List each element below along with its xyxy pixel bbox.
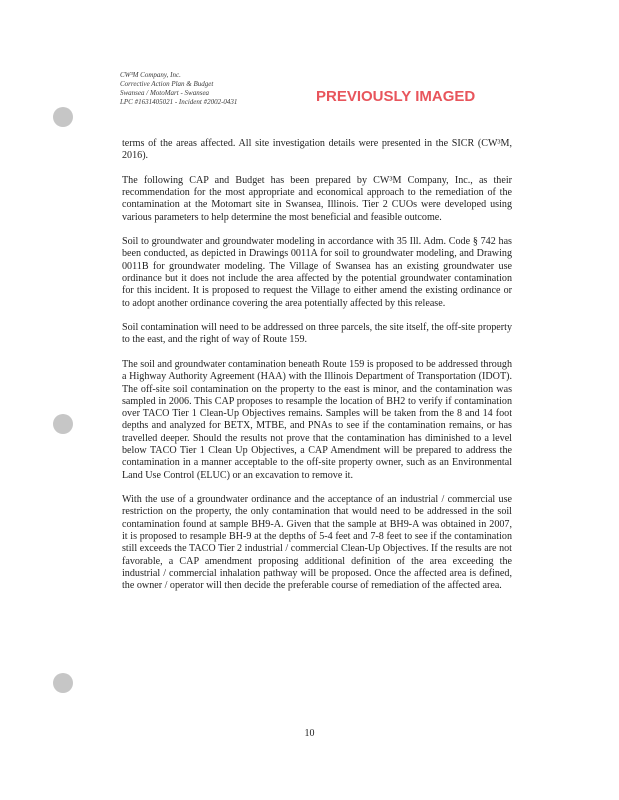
header-incident: LPC #1631405021 - Incident #2002-0431 bbox=[120, 98, 238, 106]
document-header bbox=[120, 71, 237, 107]
paragraph-6: With the use of a groundwater ordinance and the acceptance of an industrial / commercial use restriction on the property, the only contamination that would need to be addressed in the soil contamination found at sample BH9-A. Given that the sample at BH9-A was obtained in 2007, it is proposed to resample BH-9 at the depths of 5-4 feet and 7-8 feet to see if the contamination still exceeds the TACO Tier 2 industrial / commercial Clean-Up Objectives. If the results are not favorable, a CAP amendment proposing additional definition of the area exceeding the industrial / commercial inhalation pathway will be proposed. Once the affected area is defined, the owner / operator will then decide the preferable course of remediation of the affected area. bbox=[122, 494, 512, 592]
paragraph-1: terms of the areas affected. All site investigation details were presented in the SICR (CW³M, 2016). bbox=[122, 138, 512, 162]
paragraph-5: The soil and groundwater contamination beneath Route 159 is proposed to be addressed through a Highway Authority Agreement (HAA) with the Illinois Department of Transportation (IDOT). The off-site soil contamination on the property to the east is minor, and the contamination was sampled in 2006. This CAP proposes to resample the location of BH2 to verify if contamination over TACO Tier 1 Clean-Up Objectives remains. Samples will be taken from the 8 and 14 foot depths and analyzed for BETX, MTBE, and PNAs to see if the contamination remains, or has travelled deeper. Should the results not prove that the contamination has diminished to a level below TACO Tier 1 Clean Up Objectives, a CAP Amendment will be prepared to address the contamination in a manner acceptable to the off-site property owner, such as an Environmental Land Use Control (ELUC) or an excavation to remove it. bbox=[122, 358, 512, 481]
punch-hole-top bbox=[53, 107, 73, 127]
paragraph-3: Soil to groundwater and groundwater modeling in accordance with 35 Ill. Adm. Code § 742 has been conducted, as depicted in Drawings 0011A for soil to groundwater modeling, and Drawing 0011B for groundwater modeling. The Village of Swansea has an existing groundwater use ordinance but it does not include the area affected by the potential groundwater contamination for this incident. It is proposed to request the Village to either amend the existing ordinance or to adopt another ordinance covering the area potentially affected by this release. bbox=[122, 236, 512, 309]
paragraph-4: Soil contamination will need to be addressed on three parcels, the site itself, the off-site property to the east, and the right of way of Route 159. bbox=[122, 322, 512, 346]
paragraph-2: The following CAP and Budget has been prepared by CW³M Company, Inc., as their recommendation for the most appropriate and economical approach to the remediation of the contamination at the Motomart site in Swansea, Illinois. Tier 2 CUOs were developed using various parameters to help determine the most beneficial and feasible outcome. bbox=[122, 174, 512, 223]
document-body bbox=[122, 138, 512, 605]
header-document-type: Corrective Action Plan & Budget bbox=[120, 80, 214, 88]
punch-hole-bottom bbox=[53, 673, 73, 693]
punch-hole-middle bbox=[53, 414, 73, 434]
header-site: Swansea / MotoMart - Swansea bbox=[120, 89, 210, 97]
previously-imaged-stamp: PREVIOUSLY IMAGED bbox=[316, 88, 476, 105]
page-number: 10 bbox=[304, 728, 315, 739]
header-company: CW³M Company, Inc. bbox=[120, 71, 181, 79]
